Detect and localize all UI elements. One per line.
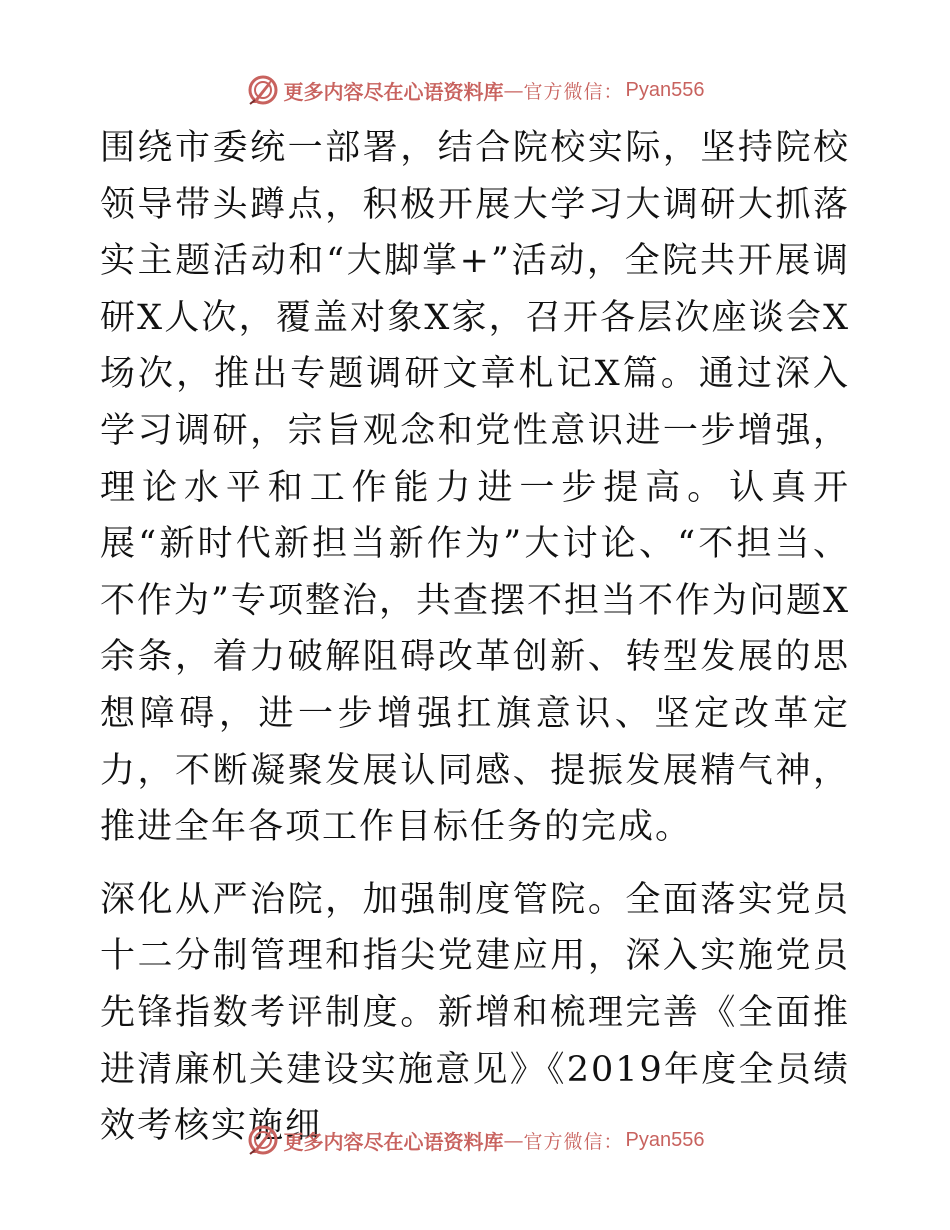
watermark-separator: — bbox=[503, 1128, 524, 1152]
footer-watermark bbox=[0, 1120, 950, 1160]
watermark-site-text: 更多内容尽在心语资料库 bbox=[283, 79, 504, 104]
paragraph: 围绕市委统一部署，结合院校实际，坚持院校领导带头蹲点，积极开展大学习大调研大抓落实主题活动和“大脚掌+”活动，全院共开展调研X人次，覆盖对象X家，召开各层次座谈会X场次，推出专题调研文章札记X篇。通过深入学习调研，宗旨观念和党性意识进一步增强，理论水平和工作能力进一步提高。认真开展“新时代新担当新作为”大讨论、“不担当、不作为”专项整治，共查摆不担当不作为问题X余条，着力破解阻碍改革创新、转型发展的思想障碍，进一步增强扛旗意识、坚定改革定力，不断凝聚发展认同感、提振发展精气神，推进全年各项工作目标任务的完成。 bbox=[100, 128, 850, 848]
watermark-contact-id: Pyan556 bbox=[625, 78, 705, 101]
watermark-contact-id: Pyan556 bbox=[625, 1128, 705, 1151]
paragraph: 深化从严治院，加强制度管院。全面落实党员十二分制管理和指尖党建应用，深入实施党员先锋指数考评制度。新增和梳理完善《全面推进清廉机关建设实施意见》《2019年度全员绩效考核实施细 bbox=[100, 879, 850, 1147]
quill-logo-icon bbox=[246, 73, 280, 107]
watermark-separator: — bbox=[503, 78, 524, 102]
watermark-contact-label: 官方微信： bbox=[523, 1130, 624, 1153]
body-text bbox=[100, 120, 850, 1155]
watermark-contact-label: 官方微信： bbox=[523, 80, 624, 103]
watermark-site-text: 更多内容尽在心语资料库 bbox=[283, 1129, 504, 1154]
header-watermark bbox=[0, 70, 950, 110]
quill-logo-icon bbox=[246, 1123, 280, 1157]
